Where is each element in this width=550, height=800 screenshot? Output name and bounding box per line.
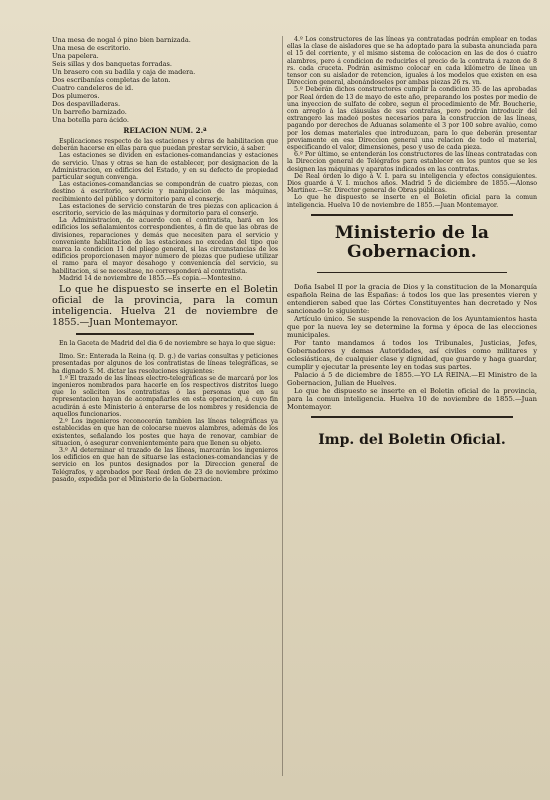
paragraph: 6.º Por último, se entenderán los constructores de las líneas contratadas con la Direccion general de Telégrafos para establecer en los puntos que se les designen las máquinas y aparatos indicados en las contratas.	[287, 151, 537, 173]
paragraph: Ilmo. Sr.: Enterada la Reina (q. D. g.) de varias consultas y peticiones presentadas por algunos de los contratistas de líneas telegráficas, se ha dignado S. M. dictar las resoluciones siguientes:	[52, 353, 278, 375]
paragraph: 5.º Deberán dichos constructores cumplir la condicion 35 de las aprobadas por Real órden de 13 de mayo de este año, preparando los postes por medio de una inyeccion de sulfato de cobre, segun el procedimiento de Mr. Boucherie, con arreglo á las cláusulas de sus contratas, pero podrán introducir del extrangero las madeó postes necesarios para la construccion de las líneas, pagando por derechos de Aduanas solamente el 3 por 100 sobre avalúo, como por los demas materiales que introduzcan, para lo que deberán presentar previamente en esa Direccion general una relacion de todo el material, especificando el valor, dimensiones, peso y uso de cada pieza.	[287, 86, 537, 152]
publication-notice: Lo que he dispuesto se inserte en el Boletin oficial de la provincia, para la comun inteligencia. Huelva 21 de noviembre de 1855.—Juan Montemayor.	[52, 284, 278, 329]
paragraph: Las estaciones de servicio constarán de tres piezas con aplicacion á escritorio, servicio de las máquinas y dormitorio para el conserje.	[52, 202, 278, 218]
section-divider	[317, 272, 507, 273]
list-item: Un barreño barnizado.	[52, 108, 127, 116]
paragraph: Las estaciones-comandancias se compondrán de cuatro piezas, con destino á escritorio, servicio y manipulacion de las máquinas, recibimiento del público y dormitorio para el conserje.	[52, 181, 278, 203]
paragraph: Palacio á 5 de diciembre de 1855.—YO LA REINA.—El Ministro de la Gobernacion, Julian de Huelves.	[287, 370, 537, 387]
list-item: Dos escribanías completas de laton.	[52, 76, 171, 84]
list-item: Cuatro candeleros de id.	[52, 84, 134, 92]
paragraph: 1.º El trazado de las líneas electro-telegráficas se de marcará por los ingenieros nombrados para hacerle en los respectivos distritos luego que lo soliciten los contratistas ó las personas que en su representacion hayan de acompañarles en esta operacion, á cuyo fin acudirán á este Ministerio á enterarse de los nombres y residencia de aquellos funcionarios.	[52, 374, 278, 418]
list-item: Un brasero con su badila y caja de madera.	[52, 68, 196, 76]
paragraph: En la Gaceta de Madrid del dia 6 de noviembre se haya lo que sigue:	[59, 340, 276, 348]
section-divider	[311, 214, 513, 216]
paragraph: 2.º Los ingenieros reconocerán tambien las líneas telegráficas ya establecidas en que han de colocarse nuevos alambres, además de los existentes, señalando los postes que haya de renovar, cambiar de situacion, ó asegurar convenientemente para que llenen su objeto.	[52, 418, 278, 447]
list-item: Dos plumeros.	[52, 92, 100, 100]
paragraph: Las estaciones se dividen en estaciones-comandancias y estaciones de servicio. Unas y otras se han de establecer, por designacion de la Administracion, en edificios del Estado, y en su defecto de propiedad particular segun convenga.	[52, 152, 278, 182]
paragraph: La Administracion, de acuerdo con el contratista, hará en los edificios los señalamientos correspondientes, á fin de que las obras de divisiones, reparaciones y demás que necesiten para el servicio y conveniente habilitacion de las estaciones no excedan del tipo que marca la condicion 11 del pliego general, si las circunstancias de los edificios proporcionasen mayor número de piezas que pudiese utilizar el ramo para el mayor desahogo y conveniencia del servicio, su habilitacion, si se necesitase, no corresponderá al contratista.	[52, 217, 278, 275]
list-item: Una papelera.	[52, 52, 99, 60]
list-item: Dos despavilladeras.	[52, 100, 121, 108]
paragraph: 3.º Al determinar el trazado de las líneas, marcarán los ingenieros los edificios en que han de situarse las estaciones-comandancias y de servicio en los puntos designados por la Direccion general de Telégrafos, y aprobados por Real órden de 23 de noviembre próximo pasado, expedida por el Ministerio de la Gobernacion.	[52, 446, 278, 483]
list-item: Una botella para ácido.	[52, 116, 129, 124]
inventory-list	[52, 36, 278, 124]
section-divider	[76, 333, 254, 335]
publication-notice: Lo que he dispuesto se inserte en el Boletin oficial de la provincia, para la comun inteligencia. Huelva 10 de noviembre de 1855.—Juan Montemayor.	[287, 386, 537, 411]
list-item: Una mesa de escritorio.	[52, 44, 131, 52]
column-divider	[282, 36, 283, 776]
paragraph: De Real órden lo digo á V. I. para su inteligencia y efectos consiguientes. Dios guarde á V. I. muchos años. Madrid 5 de diciembre de 1855.—Alonso Martinez.—Sr. Director general de Obras públicas.	[287, 172, 537, 195]
publication-notice: Lo que he dispuesto se inserte en el Boletin oficial para la comun inteligencia. Huelva 10 de noviembre de 1855.—Juan Montemayor.	[287, 194, 537, 209]
paragraph: 4.º Los constructores de las líneas ya contratadas podrán emplear en todas ellas la clase de aisladores que se ha adoptado para la subasta anunciada para el 15 del corriente, y el mismo sistema de colocacion en las de dos ó cuatro alambres, pero á condicion de reducirles el precio de la contrata á razon de 8 rs. cada cruceta. Podrán asimismo colocar en cada kilómetro de línea un tensor con su aislador de retencion, iguales á los modelos que existen en esa Direccion general, abonándoseles por ambas piezas 26 rs. vn.	[287, 36, 537, 87]
list-item: Una mesa de nogal ó pino bien barnizada.	[52, 36, 191, 44]
paragraph: Artículo único. Se suspende la renovacion de los Ayuntamientos hasta que por la nueva ley se determine la forma y época de las elecciones municipales.	[287, 314, 537, 339]
paragraph: Doña Isabel II por la gracia de Dios y la constitucion de la Monarquía española Reina de las Españas: á todos los que las presentes vieren y entendieren sabed que las Córtes Constituyentes han decretado y Nos sancionado lo siguiente:	[287, 282, 537, 315]
paragraph: Esplicaciones respecto de las estaciones y obras de habilitacion que deberán hacerse en ellas para que puedan prestar servicio, á saber.	[52, 138, 278, 153]
right-column	[287, 36, 537, 448]
signature-line: Madrid 14 de noviembre de 1855.—Es copia.—Montesino.	[59, 274, 243, 282]
paragraph: Por tanto mandamos á todos los Tribunales, Justicias, Jefes, Gobernadores y demas Autoridades, así civiles como militares y eclesiásticas, de cualquier clase y dignidad, que guarde y haga guardar, cumplir y ejecutar la presente ley en todas sus partes.	[287, 338, 537, 371]
section-divider	[311, 416, 513, 418]
ministry-title: Ministerio de la Gobernacion.	[334, 222, 490, 262]
imprint: Imp. del Boletin Oficial.	[318, 431, 506, 448]
left-column	[52, 36, 278, 483]
list-item: Seis sillas y dos banquetas forradas.	[52, 60, 172, 68]
relacion-heading: RELACION NUM. 2.ª	[123, 126, 207, 135]
